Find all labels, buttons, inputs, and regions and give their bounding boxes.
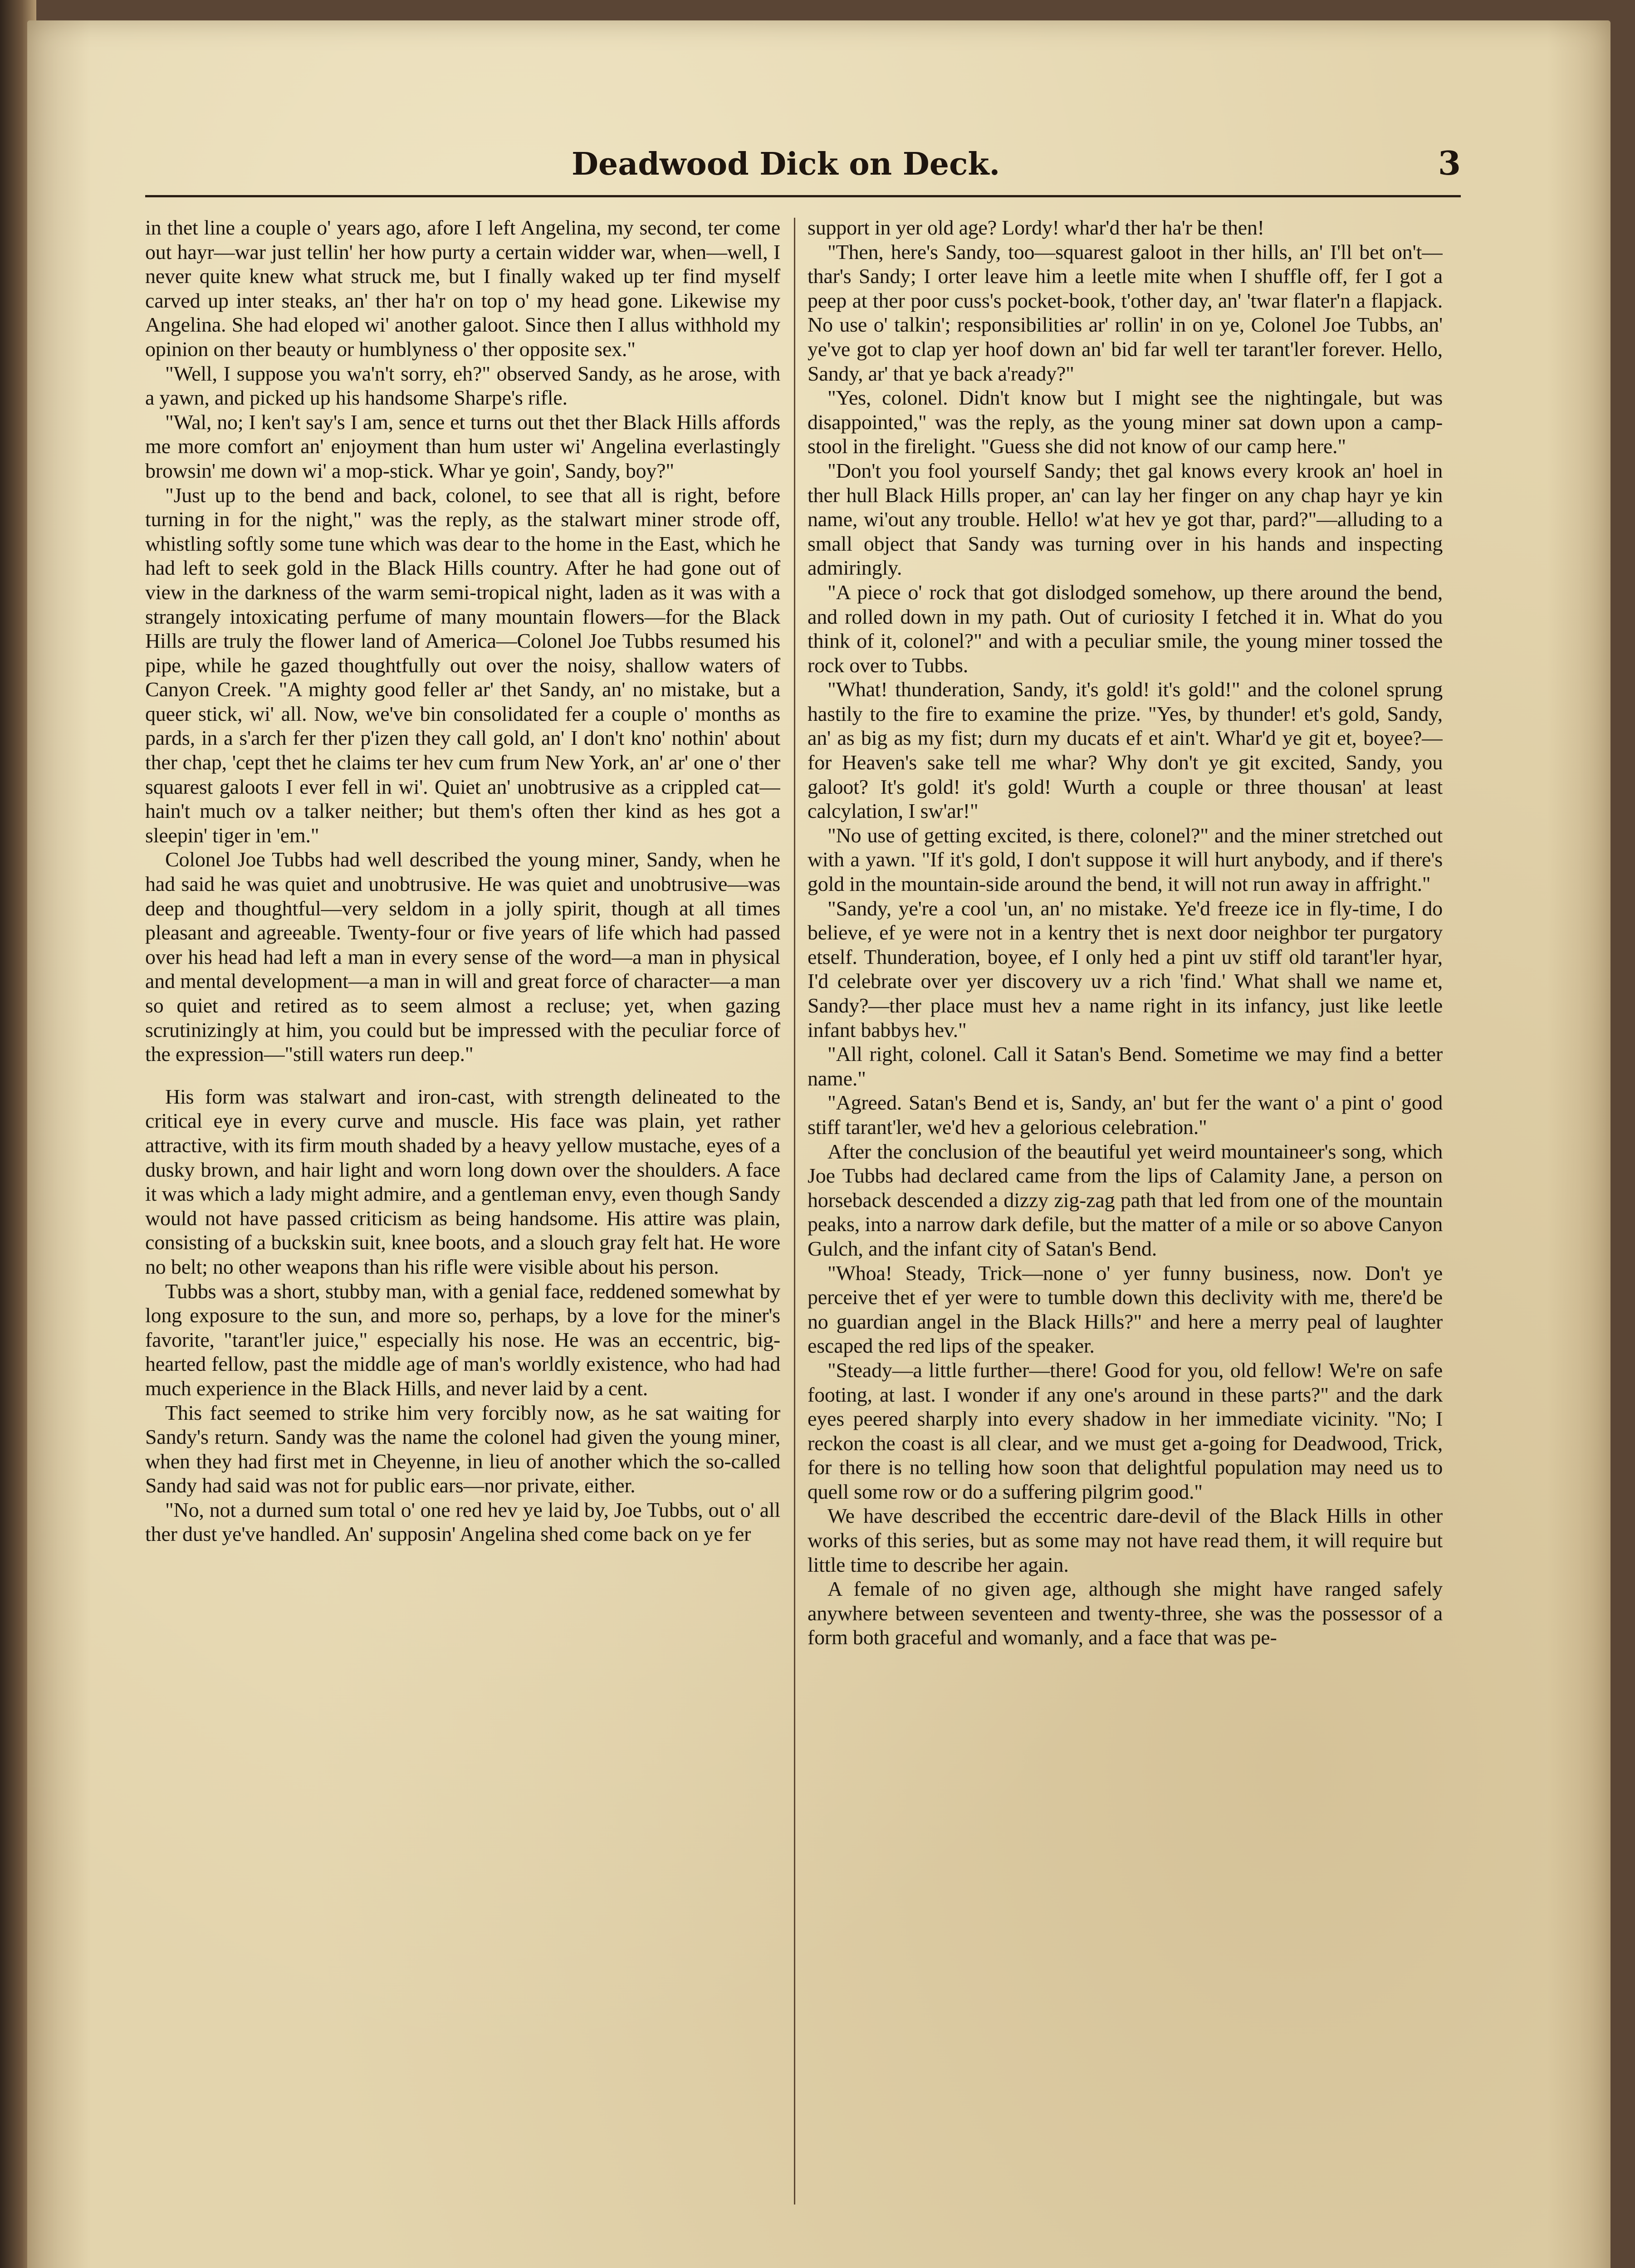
- paragraph: "Then, here's Sandy, too—squarest galoot in ther hills, an' I'll bet on't—thar's Sandy; I orter leave him a leetle mite when I shuffle off, fer I got a peep at ther poor cuss's pocket-book, t'other day, an' 'twar flater'n a flapjack. No use o' talkin'; responsibilities ar' rollin' in on ye, Colonel Joe Tubbs, an' ye've got to clap yer hoof down an' bid far well ter tarant'ler forever. Hello, Sandy, ar' that ye back a'ready?": [808, 240, 1443, 385]
- paragraph: "Yes, colonel. Didn't know but I might see the nightingale, but was disappointed," was the reply, as the young miner sat down upon a camp-stool in the firelight. "Guess she did not know of our camp here.": [808, 386, 1443, 458]
- page-header: [145, 132, 1461, 186]
- paragraph: "Just up to the bend and back, colonel, to see that all is right, before turning in for the night," was the reply, as the stalwart miner strode off, whistling softly some tune which was dear to the home in the East, which he had left to seek gold in the Black Hills country. After he had gone out of view in the darkness of the warm semi-tropical night, laden as it was with a strangely intoxicating perfume of many mountain flowers—for the Black Hills are truly the flower land of America—Colonel Joe Tubbs resumed his pipe, while he gazed thoughtfully out over the noisy, shallow waters of Canyon Creek. "A mighty good feller ar' thet Sandy, an' no mistake, but a queer stick, wi' all. Now, we've bin consolidated fer a couple o' months as pards, in a s'arch fer ther p'izen they call gold, an' I don't kno' nothin' about ther chap, 'cept thet he claims ter hev cum frum New York, an' ar' one o' ther squarest galoots I ever fell in wi'. Quiet an' unobtrusive as a crippled cat—hain't much ov a talker neither; but them's often ther kind as hes got a sleepin' tiger in 'em.": [145, 483, 780, 847]
- paragraph: This fact seemed to strike him very forcibly now, as he sat waiting for Sandy's return. Sandy was the name the colonel had given the young miner, when they had first met in Cheyenne, in lieu of another which the so-called Sandy had said was not for public ears—nor private, either.: [145, 1401, 780, 1497]
- paragraph: "Wal, no; I ken't say's I am, sence et turns out thet ther Black Hills affords me more comfort an' enjoyment than hum uster wi' Angelina everlastingly browsin' me down wi' a mop-stick. Whar ye goin', Sandy, boy?": [145, 410, 780, 482]
- paragraph: in thet line a couple o' years ago, afore I left Angelina, my second, ter come out hayr—war just tellin' her how purty a certain widder war, when—well, I never quite knew what struck me, but I finally waked up ter find myself carved up inter steaks, an' ther ha'r on top o' my head gone. Likewise my Angelina. She had eloped wi' another galoot. Since then I allus withhold my opinion on ther beauty or humblyness o' ther opposite sex.": [145, 216, 780, 361]
- paragraph: "Agreed. Satan's Bend et is, Sandy, an' but fer the want o' a pint o' good stiff tarant'ler, we'd hev a gelorious celebration.": [808, 1091, 1443, 1139]
- paragraph: support in yer old age? Lordy! whar'd ther ha'r be then!: [808, 216, 1264, 239]
- right-column: [808, 215, 1443, 2202]
- paragraph: "No, not a durned sum total o' one red hev ye laid by, Joe Tubbs, out o' all ther dust ye've handled. An' supposin' Angelina shed come back on ye fer: [145, 1498, 780, 1546]
- paragraph: "All right, colonel. Call it Satan's Bend. Sometime we may find a better name.": [808, 1042, 1443, 1090]
- left-column: [145, 215, 780, 2202]
- paragraph: "Well, I suppose you wa'n't sorry, eh?" observed Sandy, as he arose, with a yawn, and picked up his handsome Sharpe's rifle.: [145, 362, 780, 410]
- paragraph: We have described the eccentric dare-devil of the Black Hills in other works of this series, but as some may not have read them, it will require but little time to describe her again.: [808, 1504, 1443, 1576]
- paragraph: "Don't you fool yourself Sandy; thet gal knows every krook an' hoel in ther hull Black Hills proper, an' can lay her finger on any chap hayr ye kin name, wi'out any trouble. Hello! w'at hev ye got thar, pard?"—alluding to a small object that Sandy was turning over in his hands and inspecting admiringly.: [808, 459, 1443, 580]
- paragraph: Colonel Joe Tubbs had well described the young miner, Sandy, when he had said he was quiet and unobtrusive. He was quiet and unobtrusive—was deep and thoughtful—very seldom in a jolly spirit, though at all times pleasant and agreeable. Twenty-four or five years of life which had passed over his head had left a man in every sense of the word—a man in physical and mental development—a man in will and great force of character—a man so quiet and retired as to seem almost a recluse; yet, when gazing scrutinizingly at him, you could but be impressed with the peculiar force of the expression—"still waters run deep.": [145, 848, 780, 1066]
- paragraph: "What! thunderation, Sandy, it's gold! it's gold!" and the colonel sprung hastily to the fire to examine the prize. "Yes, by thunder! et's gold, Sandy, an' as big as my fist; durn my ducats ef et ain't. Whar'd ye git et, boyee?—for Heaven's sake tell me whar? Why don't ye git excited, Sandy, you galoot? It's gold! it's gold! Wurth a couple or three thousan' at least calcylation, I sw'ar!": [808, 678, 1443, 823]
- paragraph: After the conclusion of the beautiful yet weird mountaineer's song, which Joe Tubbs had declared came from the lips of Calamity Jane, a person on horseback descended a dizzy zig-zag path that led from one of the mountain peaks, into a narrow dark defile, but the matter of a mile or so above Canyon Gulch, and the infant city of Satan's Bend.: [808, 1139, 1443, 1260]
- paragraph: Tubbs was a short, stubby man, with a genial face, reddened somewhat by long exposure to the sun, and more so, perhaps, by a love for the miner's favorite, "tarant'ler juice," especially his nose. He was an eccentric, big-hearted fellow, past the middle age of man's worldly existence, who had had much experience in the Black Hills, and never laid by a cent.: [145, 1279, 780, 1400]
- paragraph: "Steady—a little further—there! Good for you, old fellow! We're on safe footing, at last. I wonder if any one's around in these parts?" and the dark eyes peered sharply into every shadow in her immediate vicinity. "No; I reckon the coast is all clear, and we must get a-going for Deadwood, Trick, for there is no telling how soon that delightful population may need us to quell some row or do a suffering pilgrim good.": [808, 1358, 1443, 1503]
- paragraph: A female of no given age, although she might have ranged safely anywhere between seventeen and twenty-three, she was the possessor of a form both graceful and womanly, and a face that was pe-: [808, 1577, 1443, 1649]
- paragraph: His form was stalwart and iron-cast, with strength delineated to the critical eye in every curve and muscle. His face was plain, yet rather attractive, with its firm mouth shaded by a heavy yellow mustache, eyes of a dusky brown, and hair light and worn long down over the shoulders. A face it was which a lady might admire, and a gentleman envy, even though Sandy would not have passed criticism as being handsome. His attire was plain, consisting of a buckskin suit, knee boots, and a slouch gray felt hat. He wore no belt; no other weapons than his rifle were visible about his person.: [145, 1085, 780, 1278]
- column-divider: [794, 218, 795, 2204]
- page-number: 3: [1438, 144, 1461, 182]
- header-rule: [145, 195, 1461, 197]
- paragraph: "Whoa! Steady, Trick—none o' yer funny business, now. Don't ye perceive thet ef yer were to tumble down this declivity with me, there'd be no guardian angel in the Black Hills?" and here a merry peal of laughter escaped the red lips of the speaker.: [808, 1261, 1443, 1358]
- paragraph: "No use of getting excited, is there, colonel?" and the miner stretched out with a yawn. "If it's gold, I don't suppose it will hurt anybody, and if there's gold in the mountain-side around the bend, it will not run away in affright.": [808, 823, 1443, 896]
- paragraph: "A piece o' rock that got dislodged somehow, up there around the bend, and rolled down in my path. Out of curiosity I fetched it in. What do you think of it, colonel?" and with a peculiar smile, the young miner tossed the rock over to Tubbs.: [808, 580, 1443, 677]
- running-title: Deadwood Dick on Deck.: [572, 146, 1000, 182]
- paragraph: "Sandy, ye're a cool 'un, an' no mistake. Ye'd freeze ice in fly-time, I do believe, ef ye were not in a kentry thet is next door neighbor ter purgatory etself. Thunderation, boyee, ef I only hed a pint uv stiff old tarant'ler hyar, I'd celebrate over yer discovery uv a rich 'find.' What shall we name et, Sandy?—ther place must hev a name right in its infancy, just like leetle infant babbys hev.": [808, 896, 1443, 1041]
